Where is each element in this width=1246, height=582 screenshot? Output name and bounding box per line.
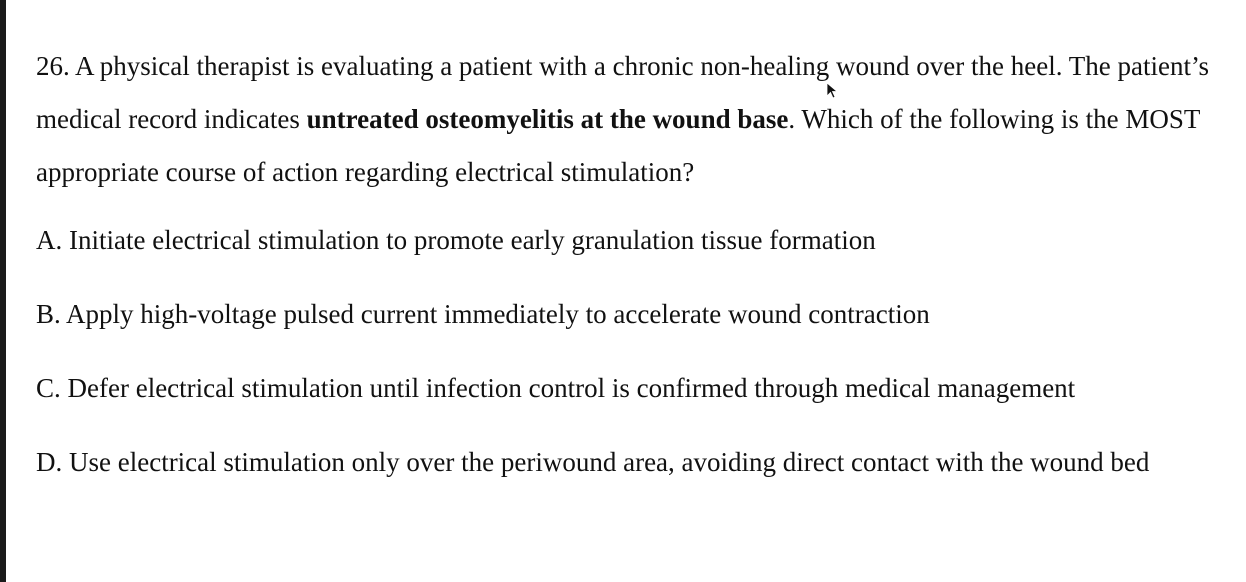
question-text-after: . Which of the following is the MOST appropriate course of action regarding electrical stimulation? <box>36 104 1200 187</box>
question-number: 26. <box>36 51 70 81</box>
option-b-text: Apply high-voltage pulsed current immediately to accelerate wound contraction <box>66 299 930 329</box>
option-c <box>36 370 1075 406</box>
option-d <box>36 436 1206 488</box>
option-a <box>36 222 876 258</box>
option-b <box>36 296 930 332</box>
question-document <box>36 40 1216 477</box>
option-d-text: Use electrical stimulation only over the periwound area, avoiding direct contact with the wound bed <box>69 447 1150 477</box>
question-text-before: A physical therapist is evaluating a patient with a chronic non-healing wound over the heel. The patient’s medical record indicates <box>36 51 1209 134</box>
question-text-bold: untreated osteomyelitis at the wound base <box>306 104 789 134</box>
option-a-label: A. <box>36 225 63 255</box>
question-stem <box>36 40 1216 199</box>
option-c-text: Defer electrical stimulation until infection control is confirmed through medical management <box>67 373 1076 403</box>
option-c-label: C. <box>36 373 61 403</box>
option-d-label: D. <box>36 447 63 477</box>
option-a-text: Initiate electrical stimulation to promote early granulation tissue formation <box>69 225 876 255</box>
option-b-label: B. <box>36 299 61 329</box>
left-border <box>0 0 6 582</box>
mouse-pointer-icon <box>826 82 840 100</box>
